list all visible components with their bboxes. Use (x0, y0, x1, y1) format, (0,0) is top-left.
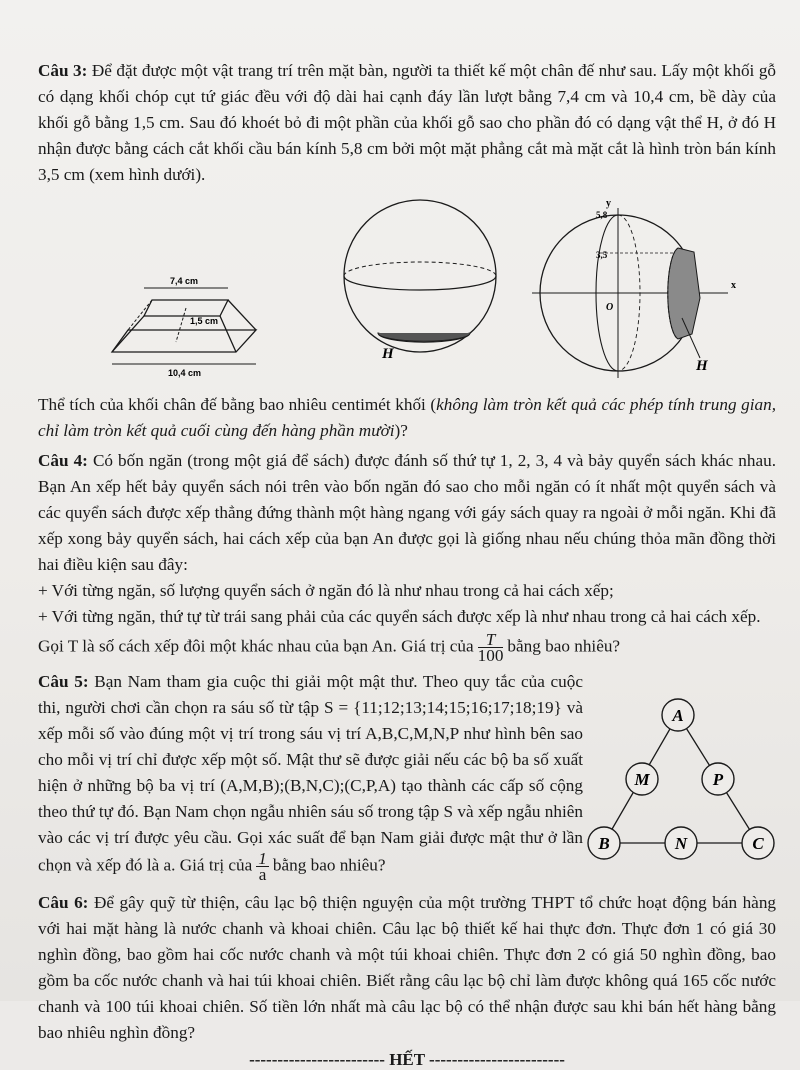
q3-question-italic: không làm tròn kết quả các phép tính trung gian, chỉ làm tròn kết quả cuối cùng đến hàng phần mười (38, 395, 776, 440)
cap-label: H (382, 346, 394, 362)
q3-question (38, 392, 776, 444)
q4-frac-den: 100 (477, 646, 504, 665)
q3-question-end: )? (394, 421, 408, 440)
q5-final-post: bằng bao nhiêu? (272, 855, 386, 875)
node-m-label: M (634, 770, 650, 789)
q4-frac-num: T (478, 632, 504, 648)
sphere-axes-figure (528, 198, 758, 388)
node-c-label: C (752, 834, 764, 853)
q4-text (38, 448, 776, 578)
q3-label: Câu 3: (38, 61, 88, 80)
triangle-diagram (586, 695, 776, 865)
end-marker: ------------------------ HẾT ------------------------ (249, 1050, 565, 1069)
x-axis-label: x (731, 280, 736, 291)
q4-body: Có bốn ngăn (trong một giá để sách) được đánh số thứ tự 1, 2, 3, 4 và bảy quyển sách khác nhau. Bạn An xếp hết bảy quyển sách nói trên vào bốn ngăn đó sao cho mỗi ngăn có ít nhất một quyển sách và các quyển sách được xếp thẳng đứng thành một hàng ngang với gáy sách quay ra ngoài ở mỗi ngăn. Khi đã xếp xong bảy quyển sách, hai cách xếp của bạn An được gọi là giống nhau nếu chúng thỏa mãn đồng thời hai điều kiện sau đây: (38, 451, 776, 574)
q3-body: Để đặt được một vật trang trí trên mặt bàn, người ta thiết kế một chân đế như sau. Lấy một khối gỗ có dạng khối chóp cụt tứ giác đều với độ dài hai cạnh đáy lần lượt bằng 7,4 cm và 10,4 cm, bề dày của khối gỗ bằng 1,5 cm. Sau đó khoét bỏ đi một phần của khối gỗ sao cho phần đó có dạng vật thể H, ở đó H nhận được bằng cách cắt khối cầu bán kính 5,8 cm bởi một mặt phẳng cắt mà mặt cắt là hình tròn bán kính 3,5 cm (xem hình dưới). (38, 61, 777, 184)
y-axis-label: y (606, 198, 611, 209)
q4-label: Câu 4: (38, 451, 88, 470)
q4-final-post: bằng bao nhiêu? (507, 636, 621, 656)
q3-question-plain: Thể tích của khối chân đế bằng bao nhiêu centimét khối ( (38, 395, 437, 414)
node-p-label: P (712, 770, 724, 789)
q5-fraction (256, 851, 269, 882)
q6-body: Để gây quỹ từ thiện, câu lạc bộ thiện nguyện của một trường THPT tổ chức hoạt động bán hàng với hai mặt hàng là nước chanh và khoai chiên. Câu lạc bộ thiết kế hai thực đơn. Thực đơn 1 có giá 30 nghìn đồng, bao gồm hai cốc nước chanh và một túi khoai chiên. Thực đơn 2 có giá 50 nghìn đồng, bao gồm ba cốc nước chanh và hai túi khoai chiên. Biết rằng câu lạc bộ chỉ làm được không quá 165 cốc nước chanh và 100 túi khoai chiên. Số tiền lớn nhất mà câu lạc bộ có thể nhận được sau khi bán hết hàng bằng bao nhiêu nghìn đồng? (38, 893, 777, 1042)
q3-text (38, 58, 776, 188)
bottom-edge-label: 10,4 cm (168, 368, 202, 378)
q4-final (38, 632, 776, 663)
cap-h-label: H (696, 358, 708, 374)
q5-frac-den: a (258, 865, 267, 884)
q4-fraction (478, 632, 504, 663)
sphere-cap-figure (328, 198, 518, 388)
q4-condition-2: + Với từng ngăn, thứ tự từ trái sang phải của các quyển sách được xếp là như nhau trong cả hai cách xếp. (38, 607, 761, 626)
frustum-figure (108, 258, 268, 378)
q5-body: Bạn Nam tham gia cuộc thi giải một mật thư. Theo quy tắc của cuộc thi, người chơi cần chọn ra sáu số từ tập S = {11;12;13;14;15;16;17;18;19} và xếp mỗi số vào đúng một vị trí trong sáu vị trí A,B,C,M,N,P như hình bên sao cho mỗi vị trí chỉ được xếp một số. Mật thư sẽ được giải nếu các bộ ba số xuất hiện ở những bộ ba vị trí (A,M,B);(B,N,C);(C,P,A) tạo thành các cấp số cộng theo thứ tự đó. Bạn Nam chọn ngẫu nhiên sáu số trong tập S và xếp ngẫu nhiên vào các vị trí được yêu cầu. Gọi xác suất để bạn Nam giải được mật thư ở lần chọn và xếp đó là a. Giá trị của (38, 672, 584, 875)
end-label: HẾT (389, 1050, 425, 1069)
q6-label: Câu 6: (38, 893, 89, 912)
q3-figures (38, 198, 776, 388)
node-b-label: B (598, 834, 610, 853)
q5-block (38, 669, 776, 882)
radius-label: 5,8 (596, 210, 608, 220)
node-n-label: N (674, 834, 688, 853)
q5-label: Câu 5: (38, 672, 89, 691)
height-label: 1,5 cm (190, 316, 219, 326)
node-a-label: A (672, 706, 684, 725)
q5-text (38, 669, 583, 882)
q6-text (38, 890, 776, 1046)
top-edge-label: 7,4 cm (170, 276, 199, 286)
origin-label: O (606, 302, 614, 313)
circle-radius-label: 3,5 (596, 250, 608, 260)
q4-condition-1: + Với từng ngăn, số lượng quyển sách ở ngăn đó là như nhau trong cả hai cách xếp; (38, 581, 614, 600)
q4-final-pre: Gọi T là số cách xếp đôi một khác nhau của bạn An. Giá trị của (38, 636, 474, 656)
q5-frac-num: 1 (258, 849, 267, 868)
